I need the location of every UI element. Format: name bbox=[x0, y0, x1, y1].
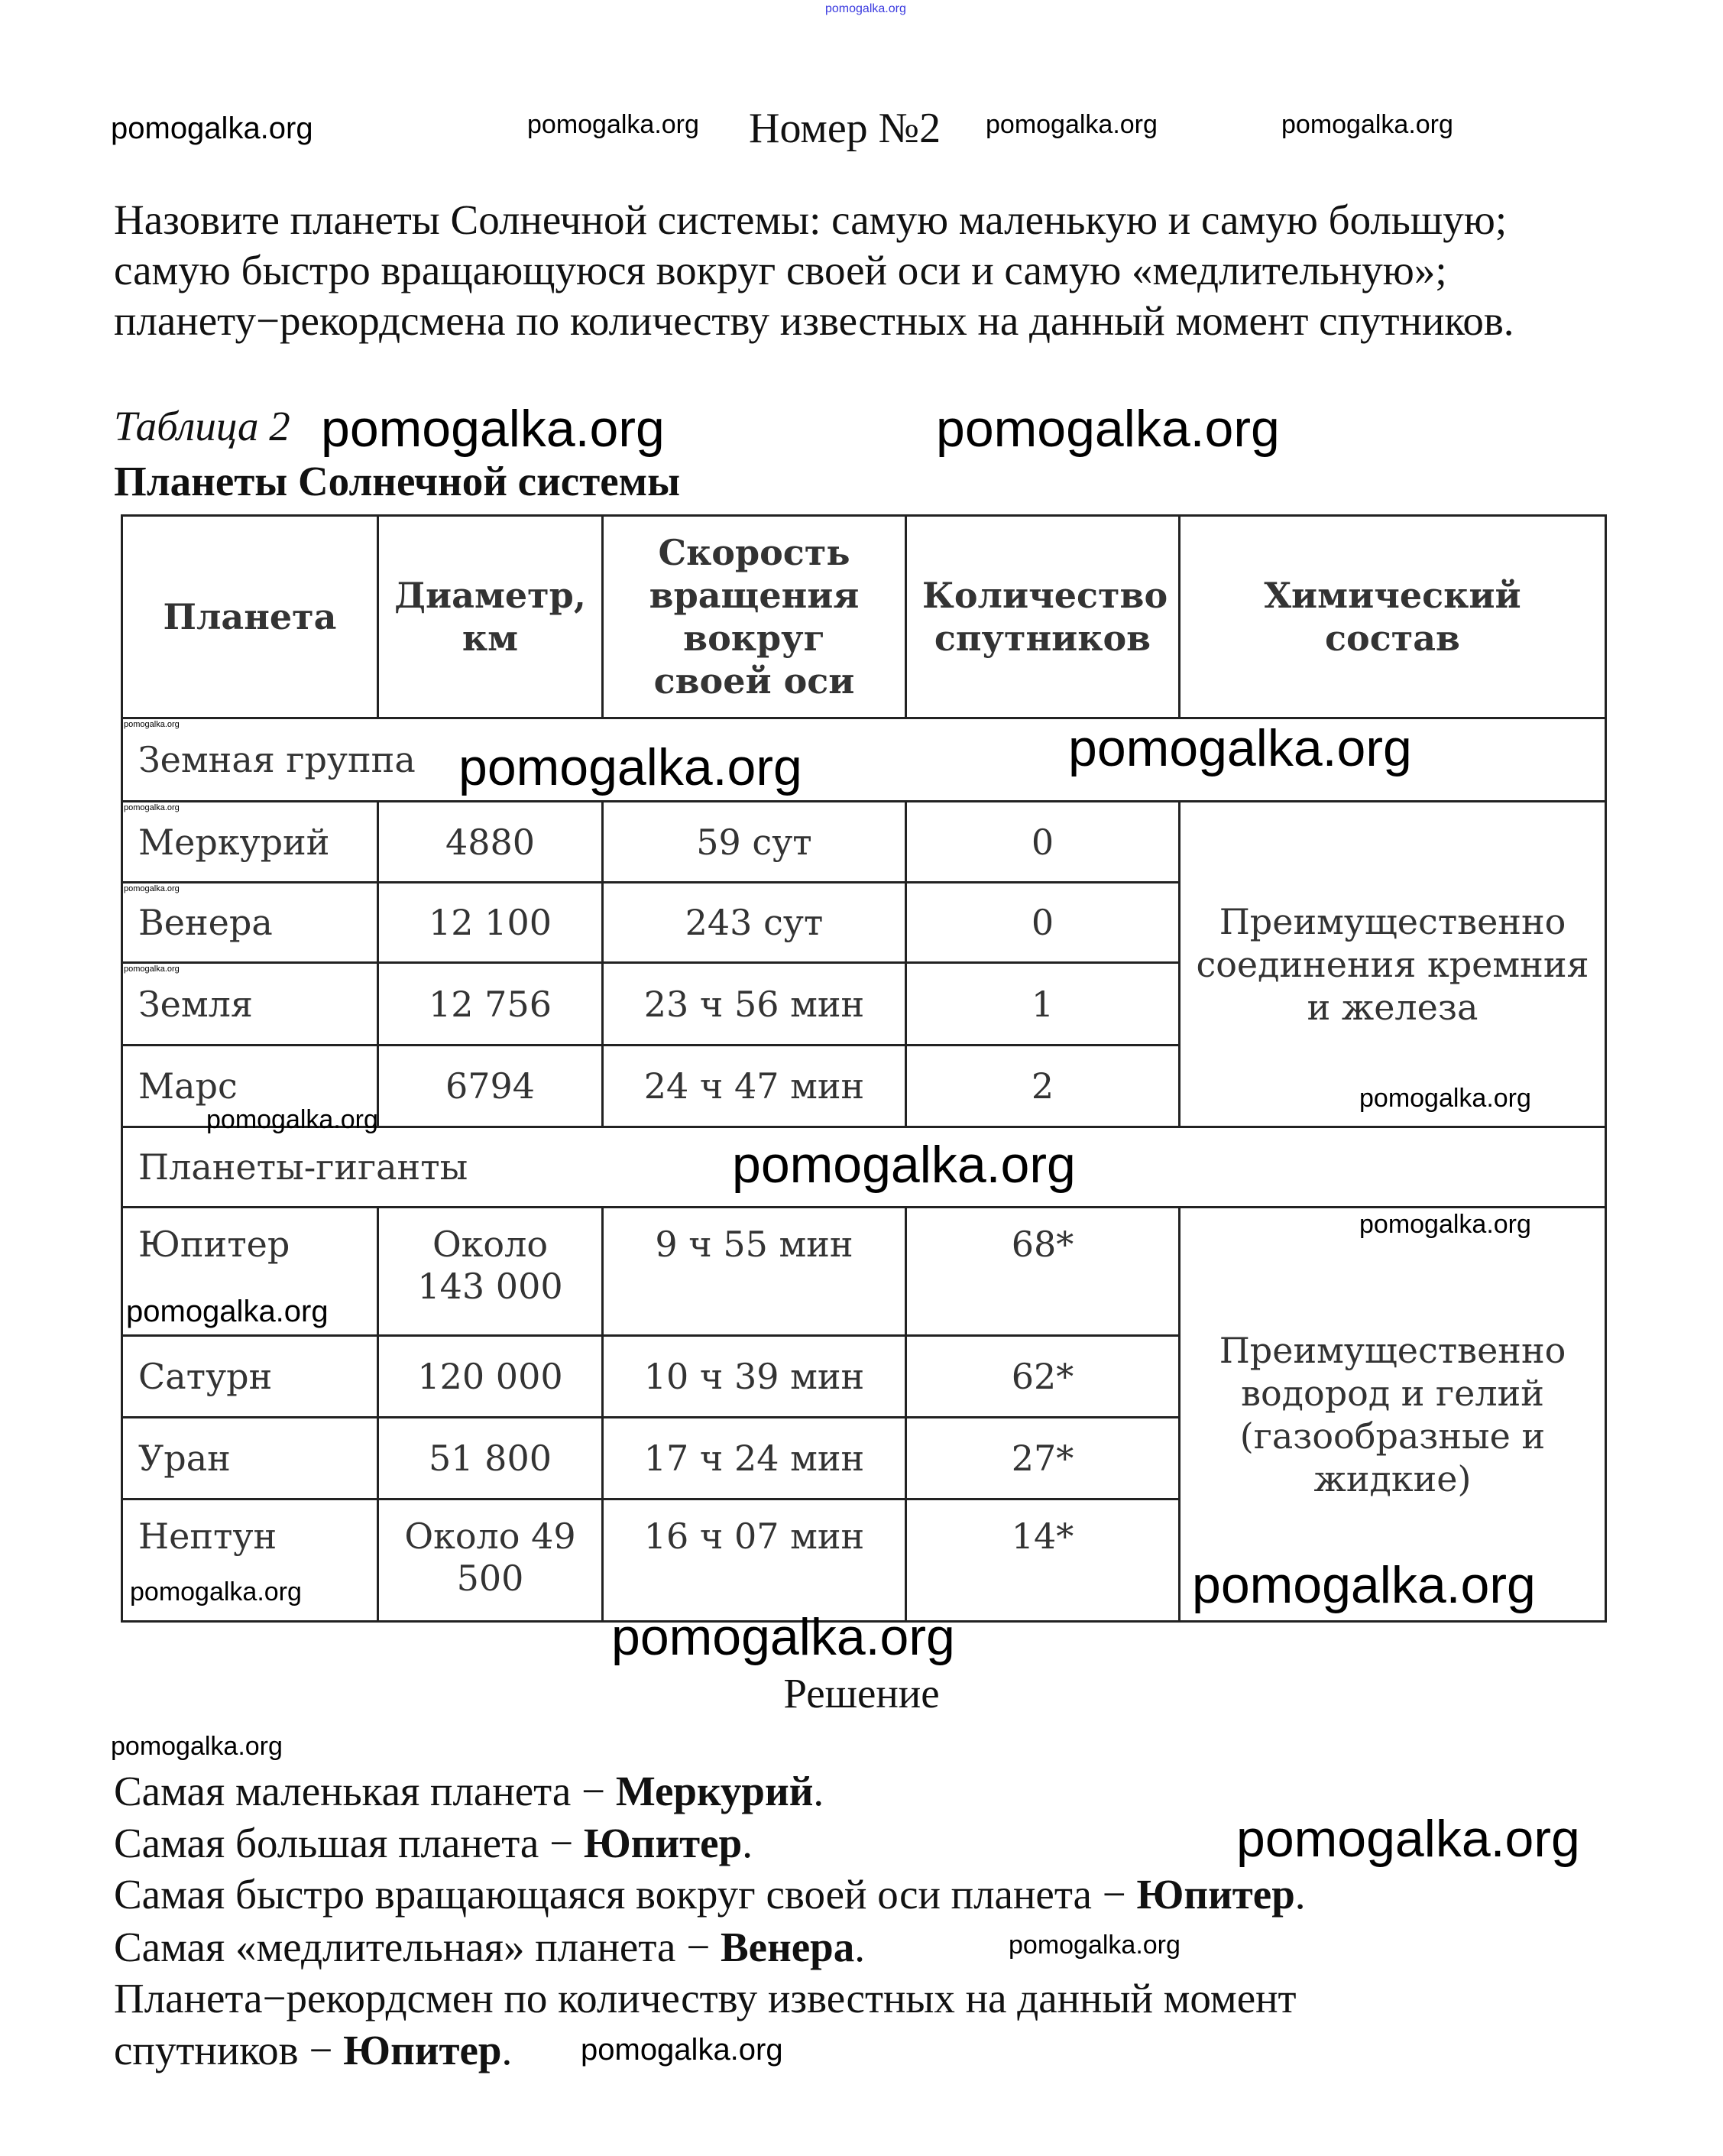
moons: 1 bbox=[906, 963, 1180, 1046]
watermark: pomogalka.org bbox=[1281, 110, 1453, 139]
rotation: 10 ч 39 мин bbox=[603, 1336, 906, 1418]
watermark: pomogalka.org bbox=[986, 110, 1158, 139]
rotation: 16 ч 07 мин bbox=[603, 1499, 906, 1622]
watermark: pomogalka.org bbox=[732, 1136, 1076, 1194]
watermark: pomogalka.org bbox=[1009, 1931, 1181, 1960]
diameter: 12 100 bbox=[378, 883, 603, 963]
watermark: pomogalka.org bbox=[124, 803, 180, 812]
answer-bold: Юпитер bbox=[343, 2027, 502, 2073]
group-name: Земная группа bbox=[122, 718, 1606, 802]
rotation: 23 ч 56 мин bbox=[603, 963, 906, 1046]
rotation: 243 сут bbox=[603, 883, 906, 963]
answer-line bbox=[114, 1926, 865, 1968]
watermark: pomogalka.org bbox=[321, 400, 665, 458]
answer-line bbox=[114, 1871, 1306, 1918]
moons: 14* bbox=[906, 1499, 1180, 1622]
diameter: Около 49 500 bbox=[378, 1499, 603, 1622]
header-cell: Планета bbox=[122, 516, 378, 718]
moons: 27* bbox=[906, 1418, 1180, 1499]
rotation: 24 ч 47 мин bbox=[603, 1046, 906, 1127]
watermark: pomogalka.org bbox=[611, 1608, 955, 1666]
composition: Преимущественно соединения кремния и железа bbox=[1180, 802, 1606, 1127]
diameter: 51 800 bbox=[378, 1418, 603, 1499]
watermark: pomogalka.org bbox=[581, 2033, 783, 2067]
diameter: 12 756 bbox=[378, 963, 603, 1046]
rotation: 9 ч 55 мин bbox=[603, 1208, 906, 1336]
watermark: pomogalka.org bbox=[1236, 1810, 1580, 1868]
watermark: pomogalka.org bbox=[130, 1577, 302, 1606]
diameter: Около 143 000 bbox=[378, 1208, 603, 1336]
answer-text: Планета−рекордсмен по количеству известных на данный момент bbox=[114, 1975, 1297, 2021]
answer-bold: Юпитер bbox=[583, 1820, 743, 1866]
moons: 2 bbox=[906, 1046, 1180, 1127]
answer-text: Самая маленькая планета − bbox=[114, 1768, 616, 1814]
planet-name: Венера bbox=[122, 883, 378, 963]
header-cell: Количество спутников bbox=[906, 516, 1180, 718]
planet-name: Марс bbox=[122, 1046, 378, 1127]
table-caption: Таблица 2 bbox=[114, 403, 290, 449]
diameter: 6794 bbox=[378, 1046, 603, 1127]
answer-end: . bbox=[501, 2027, 513, 2073]
planet-name: Нептун bbox=[122, 1499, 378, 1622]
planets-table bbox=[121, 514, 1607, 1623]
watermark: pomogalka.org bbox=[1068, 719, 1412, 777]
answer-text: Самая большая планета − bbox=[114, 1820, 584, 1866]
answer-bold: Меркурий bbox=[615, 1768, 814, 1814]
rotation: 59 сут bbox=[603, 802, 906, 883]
watermark: pomogalka.org bbox=[111, 112, 313, 145]
answer-line bbox=[114, 2029, 512, 2071]
planet-name: Юпитер bbox=[122, 1208, 378, 1336]
header-cell: Химический состав bbox=[1180, 516, 1606, 718]
header-cell: Скорость вращения вокруг своей оси bbox=[603, 516, 906, 718]
table-title: Планеты Солнечной системы bbox=[114, 458, 681, 504]
answer-bold: Юпитер bbox=[1136, 1871, 1295, 1918]
watermark: pomogalka.org bbox=[124, 884, 180, 893]
moons: 0 bbox=[906, 802, 1180, 883]
answer-end: . bbox=[813, 1768, 824, 1814]
watermark: pomogalka.org bbox=[111, 1732, 283, 1761]
planet-name: Сатурн bbox=[122, 1336, 378, 1418]
composition: Преимущественно водород и гелий (газообразные и жидкие) bbox=[1180, 1208, 1606, 1622]
watermark: pomogalka.org bbox=[126, 1295, 329, 1328]
watermark: pomogalka.org bbox=[1359, 1084, 1531, 1113]
moons: 62* bbox=[906, 1336, 1180, 1418]
watermark: pomogalka.org bbox=[458, 738, 802, 796]
watermark: pomogalka.org bbox=[936, 400, 1280, 458]
moons: 0 bbox=[906, 883, 1180, 963]
planet-name: Земля bbox=[122, 963, 378, 1046]
answer-end: . bbox=[854, 1924, 866, 1970]
answer-text: Самая быстро вращающаяся вокруг своей оси планета − bbox=[114, 1871, 1137, 1918]
answer-line bbox=[114, 1977, 1297, 2019]
answer-end: . bbox=[742, 1820, 753, 1866]
planet-name: Меркурий bbox=[122, 802, 378, 883]
question-text: Назовите планеты Солнечной системы: самую маленькую и самую большую; самую быстро вращающуюся вокруг своей оси и самую «медлительную»; планету−рекордсмена по количеству известных на данный момент спутников. bbox=[114, 196, 1514, 344]
header-cell: Диаметр, км bbox=[378, 516, 603, 718]
diameter: 120 000 bbox=[378, 1336, 603, 1418]
watermark: pomogalka.org bbox=[1359, 1210, 1531, 1239]
diameter: 4880 bbox=[378, 802, 603, 883]
answer-line bbox=[114, 1822, 753, 1864]
answer-text: Самая «медлительная» планета − bbox=[114, 1924, 721, 1970]
answer-text: спутников − bbox=[114, 2027, 344, 2073]
table-row bbox=[122, 802, 1606, 883]
watermark: pomogalka.org bbox=[124, 965, 180, 974]
watermark: pomogalka.org bbox=[527, 110, 699, 139]
table-header-row bbox=[122, 516, 1606, 718]
watermark: pomogalka.org bbox=[825, 2, 906, 15]
watermark: pomogalka.org bbox=[206, 1105, 378, 1134]
answer-bold: Венера bbox=[720, 1924, 855, 1970]
moons: 68* bbox=[906, 1208, 1180, 1336]
solution-title: Решение bbox=[783, 1670, 940, 1717]
group-name: Планеты-гиганты bbox=[122, 1127, 1606, 1208]
watermark: pomogalka.org bbox=[1192, 1556, 1536, 1614]
answer-end: . bbox=[1294, 1871, 1306, 1918]
planet-name: Уран bbox=[122, 1418, 378, 1499]
rotation: 17 ч 24 мин bbox=[603, 1418, 906, 1499]
page-title: Номер №2 bbox=[749, 105, 941, 152]
answer-line bbox=[114, 1770, 824, 1812]
watermark: pomogalka.org bbox=[124, 720, 180, 729]
